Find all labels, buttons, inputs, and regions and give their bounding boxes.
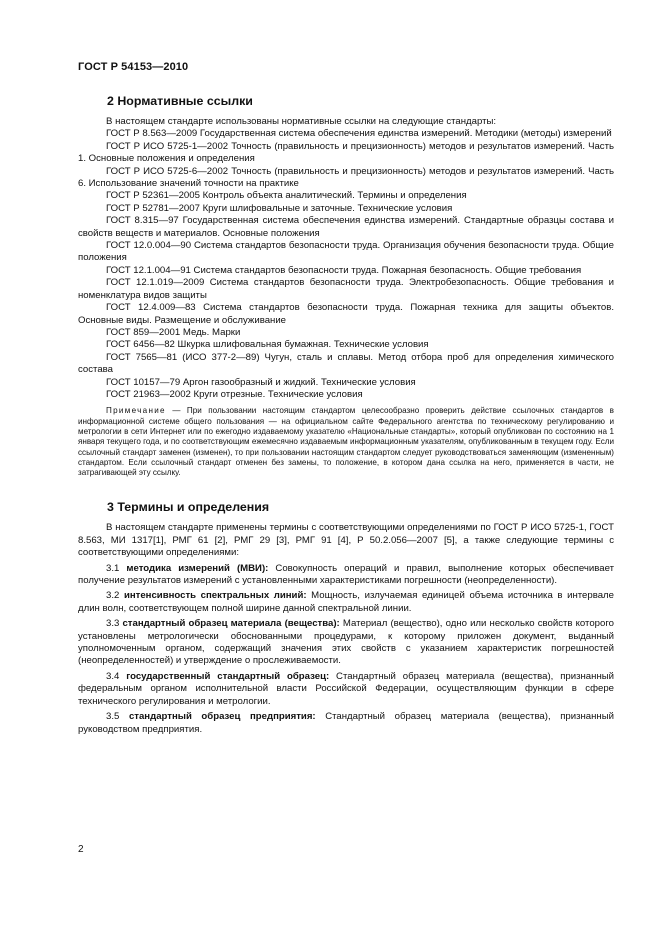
note-label: Примечание — [106, 406, 166, 416]
term-definition — [78, 563, 614, 588]
section-2-intro: В настоящем стандарте использованы нормативные ссылки на следующие стандарты: — [106, 116, 497, 127]
term-definition — [78, 671, 614, 708]
term-name: интенсивность спектральных линий: — [123, 590, 307, 602]
term-text: Мощность, излучаемая единицей объема источника в интервале длин волн, соответствующем полной ширине данной спектральной линии. — [78, 590, 614, 614]
reference-item: ГОСТ 12.0.004—90 Система стандартов безопасности труда. Организация обучения безопасности труда. Общие положения — [78, 240, 614, 264]
term-number: 3.3 — [106, 618, 120, 630]
terms-list — [78, 563, 614, 736]
section-3-intro: В настоящем стандарте применены термины с соответствующими определениями по ГОСТ Р ИСО 5725-1, ГОСТ 8.563, МИ 1317[1], РМГ 61 [2], РМГ 29 [3], РМГ 91 [4], Р 50.2.056—2007 [5], а также следующие термины с соответствующими определениями: — [78, 522, 614, 559]
reference-item: ГОСТ 6456—82 Шкурка шлифовальная бумажная. Технические условия — [106, 339, 429, 351]
reference-item: ГОСТ 12.1.004—91 Система стандартов безопасности труда. Пожарная безопасность. Общие требования — [106, 264, 582, 276]
reference-item: ГОСТ 7565—81 (ИСО 377-2—89) Чугун, сталь и сплавы. Метод отбора проб для определения химического состава — [78, 351, 614, 376]
term-text: Стандартный образец материала (вещества), признанный федеральным органом исполнительной власти Российской Федерации, осуществляющим функции в сфере технического регулирования и метрологии. — [78, 670, 614, 707]
term-definition — [78, 711, 614, 736]
term-text: Стандартный образец материала (вещества), признанный руководством предприятия. — [78, 711, 614, 735]
note — [78, 406, 614, 478]
reference-item: ГОСТ 859—2001 Медь. Марки — [106, 326, 241, 338]
reference-item: ГОСТ Р 52781—2007 Круги шлифовальные и заточные. Технические условия — [106, 202, 453, 214]
term-text: Материал (вещество), одно или несколько свойств которого установлены метрологически обоснованными процедурами, к которому приложен документ, выданный уполномоченным органом, содержащий значения этих свойств с указанием характеристик погрешностей (неопределенностей) и утверждение о прослеживаемости. — [78, 618, 614, 667]
term-name: стандартный образец предприятия: — [128, 711, 316, 723]
term-number: 3.5 — [106, 711, 120, 723]
document-code: ГОСТ Р 54153—2010 — [78, 61, 189, 73]
section-2-title: 2 Нормативные ссылки — [107, 94, 253, 108]
term-name: государственный стандартный образец: — [126, 670, 330, 682]
term-number: 3.2 — [106, 590, 120, 602]
term-text: Совокупность операций и правил, выполнение которых обеспечивает получение результатов измерений с установленными характеристиками погрешности (неопределенности). — [78, 562, 614, 587]
term-name: методика измерений (МВИ): — [126, 562, 269, 574]
term-number: 3.4 — [106, 670, 120, 682]
section-3-title: 3 Термины и определения — [107, 500, 270, 515]
reference-item: ГОСТ 21963—2002 Круги отрезные. Технические условия — [106, 388, 363, 400]
term-definition — [78, 590, 614, 615]
reference-list — [78, 128, 614, 401]
reference-item: ГОСТ 12.4.009—83 Система стандартов безопасности труда. Пожарная техника для защиты объектов. Основные виды. Размещение и обслуживание — [78, 302, 614, 326]
page-content — [78, 94, 614, 736]
reference-item: ГОСТ Р ИСО 5725-1—2002 Точность (правильность и прецизионность) методов и результатов измерений. Часть 1. Основные положения и определения — [78, 140, 614, 165]
reference-item: ГОСТ 12.1.019—2009 Система стандартов безопасности труда. Электробезопасность. Общие требования и номенклатура видов защиты — [78, 277, 614, 301]
term-number: 3.1 — [106, 562, 120, 574]
term-name: стандартный образец материала (вещества): — [122, 618, 340, 630]
note-text: — При пользовании настоящим стандартом целесообразно проверить действие ссылочных стандартов в информационной системе общего пользования — на официальном сайте Федерального агентства по техническому регулированию и метрологии в сети Интернет или по ежегодно издаваемому указателю «Национальные стандарты», который опубликован по состоянию на 1 января текущего года, и по соответствующим ежемесячно издаваемым информационным указателям, опубликованным в текущем году. Если ссылочный стандарт заменен (изменен), то при пользовании настоящим стандартом следует руководствоваться заменяющим (измененным) стандартом. Если ссылочный стандарт отменен без замены, то положение, в котором дана ссылка на него, применяется в части, не затрагивающей эту ссылку. — [78, 406, 614, 478]
page-number: 2 — [78, 844, 84, 855]
reference-item: ГОСТ 8.315—97 Государственная система обеспечения единства измерений. Стандартные образцы состава и свойств веществ и материалов. Основные положения — [78, 215, 614, 239]
reference-item: ГОСТ 10157—79 Аргон газообразный и жидкий. Технические условия — [106, 376, 416, 388]
term-definition — [78, 618, 614, 668]
reference-item: ГОСТ Р ИСО 5725-6—2002 Точность (правильность и прецизионность) методов и результатов измерений. Часть 6. Использование значений точности на практике — [78, 165, 614, 190]
reference-item: ГОСТ Р 8.563—2009 Государственная система обеспечения единства измерений. Методики (методы) измерений — [106, 128, 612, 140]
reference-item: ГОСТ Р 52361—2005 Контроль объекта аналитический. Термины и определения — [106, 190, 467, 202]
